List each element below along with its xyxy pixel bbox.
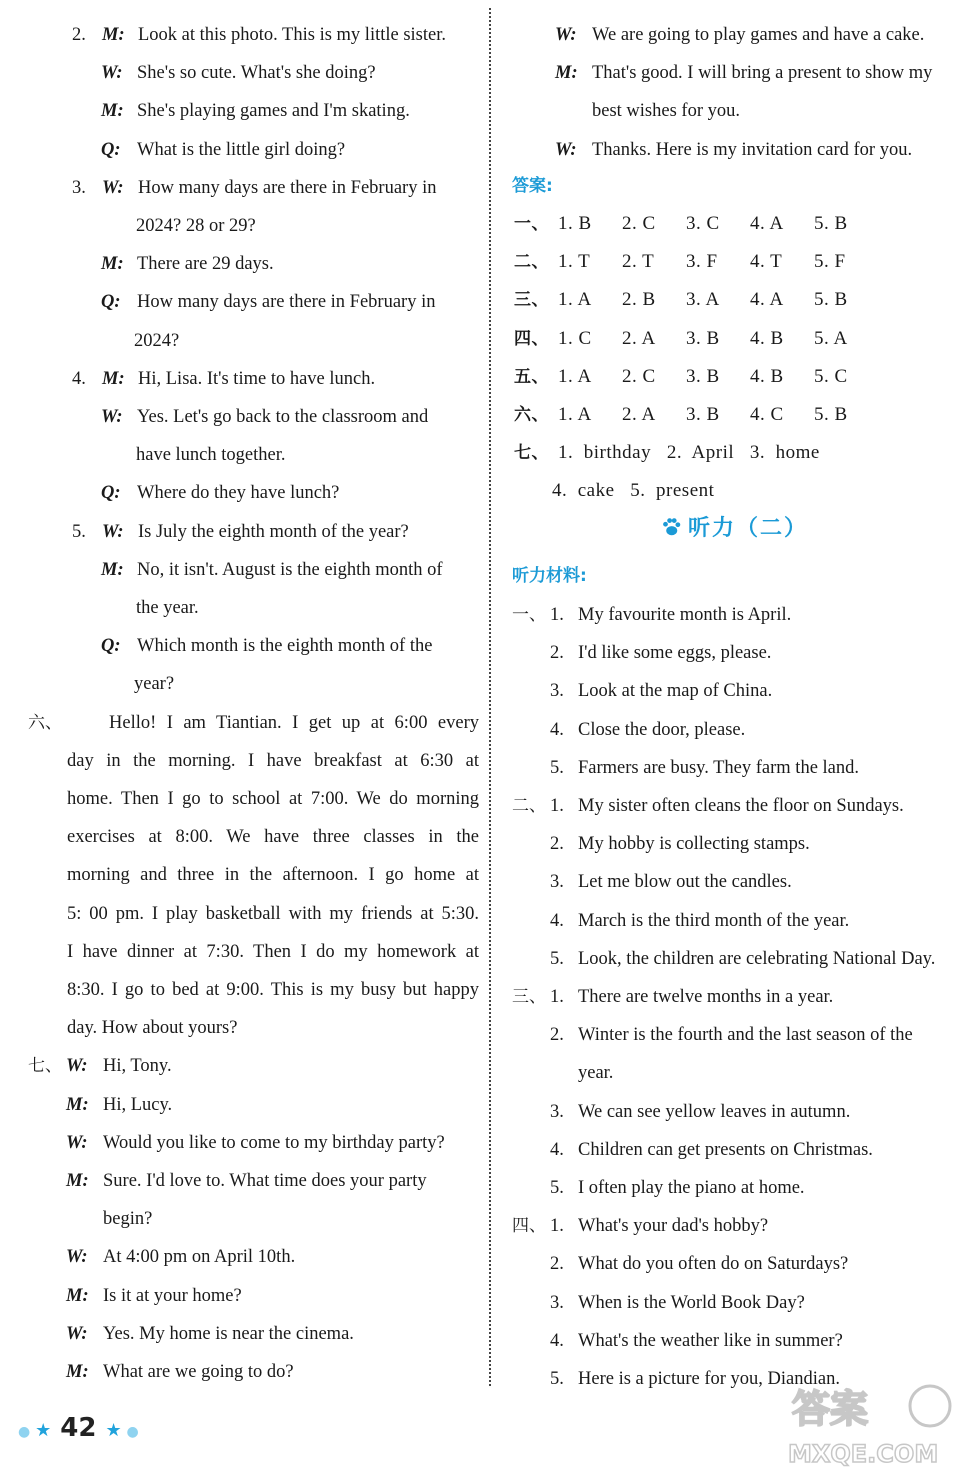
material-line [550,1016,913,1054]
item-number: 4. [550,910,564,931]
line-text: We can see yellow leaves in autumn. [578,1101,851,1122]
dialog-mark: 七、 [28,1056,62,1077]
answer-row [514,243,878,281]
line-text: Close the door, please. [578,719,746,740]
item-number: 2. [550,834,564,855]
line-text: Children can get presents on Christmas. [578,1139,873,1160]
line-text: the year. [136,598,199,618]
passage-line: I have dinner at 7:30. Then I do my homework at [67,941,479,962]
passage-line: exercises at 8:00. We have three classes in the [67,827,479,848]
item-number: 2. [550,643,564,664]
item-number: 1. [550,987,564,1007]
speaker-label: W: [66,1132,88,1153]
answer-row [514,205,878,243]
line-text: year? [134,674,175,695]
section-title-text: 听力（二） [688,516,809,541]
section-title [660,509,808,549]
material-line [512,1207,769,1245]
line-text: What is the little girl doing? [137,139,346,160]
item-number: 4. [72,368,86,389]
answer-item: 1. A [558,289,592,311]
dialog-line [66,1315,354,1353]
speaker-label: M: [555,63,578,84]
dot-icon: ● [121,1424,139,1440]
item-number: 3. [550,1101,564,1122]
line-text: Is it at your home? [103,1285,242,1306]
passage-mark: 六、 [28,712,62,733]
material-line [550,902,849,940]
line-text: Yes. My home is near the cinema. [103,1323,354,1344]
item-number: 3. [72,177,86,198]
answer-row-key: 一、 [514,214,549,234]
item-number: 5. [550,757,564,778]
item-number: 2. [550,1025,564,1046]
answer-item: 1. B [558,213,592,234]
item-number: 4. [550,1139,564,1160]
line-text: Would you like to come to my birthday party? [103,1132,445,1153]
line-text: I often play the piano at home. [578,1178,805,1198]
passage-line: 8:30. I go to bed at 9:00. This is my busy but happy [67,980,479,1000]
star-icon: ★ [105,1420,122,1441]
item-number: 5. [72,521,86,542]
speaker-label: Q: [101,292,121,313]
line-text: She's so cute. What's she doing? [137,63,376,84]
dialog-line [101,398,428,436]
line-text: My favourite month is April. [578,605,792,625]
line-text: have lunch together. [136,445,286,466]
speaker-label: Q: [101,139,121,160]
item-number: 3. [550,681,564,702]
answer-item: 3. B [686,365,720,387]
answer-row-key: 七、 [514,443,549,464]
line-text: Look at the map of China. [578,681,773,702]
line-text: I'd like some eggs, please. [578,643,772,664]
answer-text: 1. birthday 2. April 3. home [558,442,820,464]
line-text: March is the third month of the year. [578,910,850,931]
speaker-label: M: [66,1285,89,1306]
dialog-line [136,589,199,627]
dialog-line [66,1353,294,1391]
item-number: 2. [550,1254,564,1275]
answer-row-key: 三、 [514,290,549,311]
material-line [550,863,792,901]
material-line [550,1131,873,1169]
answer-item: 1. T [558,251,591,273]
line-text: How many days are there in February in [137,292,436,313]
material-line [550,1322,843,1360]
dialog-line [103,1200,152,1238]
answer-item: 1. A [558,365,592,387]
speaker-label: W: [101,407,123,427]
dialog-line [101,551,443,589]
dialog-line [101,92,410,130]
speaker-label: M: [66,1362,89,1382]
material-line [512,787,904,825]
dialog-line [134,322,179,360]
answer-item: 2. A [622,327,656,349]
material-line [550,634,771,672]
answer-item: 2. C [622,365,656,387]
answer-item: 5. B [814,404,848,425]
line-text: Yes. Let's go back to the classroom and [137,407,429,427]
dialog-line [555,16,924,54]
speaker-label: M: [66,1171,89,1191]
line-text: What's your dad's hobby? [578,1216,769,1237]
speaker-label: W: [66,1056,88,1077]
line-text: Sure. I'd love to. What time does your party [103,1171,427,1191]
line-text: 2024? 28 or 29? [136,216,256,236]
answer-item: 3. B [686,404,720,425]
passage-line: day in the morning. I have breakfast at 6:30 at [67,750,479,771]
speaker-label: W: [555,139,577,160]
dialog-line [66,1238,295,1276]
page-number [18,1408,139,1448]
line-text: What's the weather like in summer? [578,1330,843,1351]
line-text: How many days are there in February in [138,177,437,198]
answer-row-key: 四、 [514,328,549,349]
line-text: At 4:00 pm on April 10th. [103,1247,296,1268]
answers-heading: 答案: [512,176,553,196]
line-text: Let me blow out the candles. [578,872,792,893]
watermark-top: 答案 [792,1387,869,1431]
answer-item: 3. C [686,213,720,234]
line-text: She's playing games and I'm skating. [137,101,410,122]
answer-item: 3. A [686,289,720,311]
material-key: 二、 [512,796,546,816]
dialog-line [101,627,432,665]
line-text: There are 29 days. [137,254,274,275]
line-text: We are going to play games and have a cake. [592,25,925,45]
speaker-label: M: [102,368,125,389]
item-number: 1. [550,1216,564,1237]
speaker-label: W: [66,1323,88,1344]
line-text: 2024? [134,330,180,351]
line-text: Thanks. Here is my invitation card for you. [592,139,913,160]
line-text: Farmers are busy. They farm the land. [578,757,860,778]
dialog-line [555,54,932,92]
speaker-label: Q: [101,636,121,657]
dialog-line [72,513,409,551]
dialog-line [66,1277,242,1315]
line-text: Winter is the fourth and the last season of the [578,1025,913,1046]
dialog-line [101,131,345,169]
watermark-bottom: MXQE.COM [788,1440,939,1468]
dialog-line [66,1162,427,1200]
item-number: 3. [550,872,564,893]
speaker-label: W: [102,521,124,542]
material-line [550,825,810,863]
passage-line: day. How about yours? [67,1018,238,1039]
answer-row-key: 五、 [514,366,549,387]
material-line [512,978,834,1016]
item-number: 5. [550,1178,564,1198]
answer-item: 3. B [686,327,720,349]
line-text: begin? [103,1209,153,1230]
star-icon: ★ [35,1420,52,1441]
paw-icon [660,516,682,538]
material-heading: 听力材料: [512,566,587,586]
material-line [550,1169,805,1207]
item-number: 1. [550,796,564,816]
dialog-line [136,207,256,245]
material-key: 四、 [512,1216,546,1237]
answer-text: 4. cake 5. present [552,480,715,502]
answer-row [514,320,878,358]
speaker-label: M: [101,559,124,580]
watermark-logo [780,1380,960,1470]
material-line [550,711,745,749]
answer-item: 4. C [750,404,784,425]
material-line [512,596,792,634]
answer-item: 5. F [814,251,846,273]
speaker-label: W: [555,25,577,45]
answer-row-key: 六、 [514,405,549,425]
answer-row [514,281,878,319]
material-line [578,1054,613,1092]
answer-item: 4. T [750,251,783,273]
item-number: 5. [550,948,564,969]
dot-icon: ● [18,1424,36,1440]
line-text: year. [578,1063,614,1084]
answer-row [514,434,820,472]
passage-line: morning and three in the afternoon. I go home at [67,865,479,886]
speaker-label: M: [102,25,125,45]
speaker-label: M: [101,101,124,122]
answer-item: 2. C [622,213,656,234]
dialog-line [136,436,286,474]
answer-row [514,358,878,396]
material-line [550,1284,805,1322]
answer-item: 5. C [814,365,848,387]
answer-item: 1. C [558,327,592,349]
page-number-text: 42 [60,1413,97,1443]
dialog-line [66,1086,172,1124]
passage-line: Hello! I am Tiantian. I get up at 6:00 every [109,712,479,733]
dialog-line [101,283,435,321]
dialog-line [101,54,376,92]
line-text: Which month is the eighth month of the [137,636,433,657]
line-text: Hi, Lucy. [103,1094,173,1115]
material-line [550,940,935,978]
line-text: What are we going to do? [103,1362,294,1382]
material-line [550,1245,848,1283]
material-key: 三、 [512,987,546,1007]
line-text: Look at this photo. This is my little sister. [138,25,446,45]
answer-item: 4. B [750,365,784,387]
material-line [550,672,772,710]
item-number: 2. [72,25,86,45]
answer-item: 2. B [622,289,656,311]
dialog-line [101,474,339,512]
line-text: Is July the eighth month of the year? [138,521,409,542]
line-text: Hi, Tony. [103,1056,172,1077]
dialog-line [66,1047,172,1085]
speaker-label: W: [102,177,124,198]
dialog-line [72,169,436,207]
line-text: Hi, Lisa. It's time to have lunch. [138,368,376,389]
line-text: My hobby is collecting stamps. [578,834,810,855]
speaker-label: Q: [101,483,121,504]
line-text: Where do they have lunch? [137,483,340,504]
item-number: 5. [550,1369,564,1389]
line-text: Look, the children are celebrating National Day. [578,948,936,969]
answer-item: 5. B [814,213,848,234]
line-text: There are twelve months in a year. [578,987,834,1007]
dialog-line [72,16,446,54]
answer-row-key: 二、 [514,252,549,273]
speaker-label: W: [101,63,123,84]
column-divider [489,8,491,1386]
answer-item: 4. A [750,213,784,234]
material-key: 一、 [512,605,546,625]
line-text: Here is a picture for you, Diandian. [578,1369,840,1389]
item-number: 3. [550,1292,564,1313]
answer-item: 5. A [814,327,848,349]
answer-item: 2. T [622,251,655,273]
line-text: That's good. I will bring a present to show my [592,63,933,84]
dialog-line [134,665,174,703]
material-line [550,1093,850,1131]
dialog-line [555,131,912,169]
item-number: 4. [550,719,564,740]
speaker-label: M: [66,1094,89,1115]
passage-line: 5: 00 pm. I play basketball with my friends at 5:30. [67,903,479,924]
line-text: My sister often cleans the floor on Sundays. [578,796,904,816]
answer-item: 1. A [558,404,592,425]
speaker-label: W: [66,1247,88,1268]
speaker-label: M: [101,254,124,275]
answer-item: 4. A [750,289,784,311]
dialog-line [592,92,740,130]
material-line [550,749,859,787]
passage-line: home. Then I go to school at 7:00. We do morning [67,789,479,809]
dialog-line [72,360,375,398]
line-text: What do you often do on Saturdays? [578,1254,849,1275]
line-text: When is the World Book Day? [578,1292,805,1313]
answer-item: 5. B [814,289,848,311]
answer-item: 2. A [622,404,656,425]
dialog-line [66,1124,445,1162]
answer-item: 4. B [750,327,784,349]
line-text: best wishes for you. [592,101,740,122]
answer-item: 3. F [686,251,718,273]
item-number: 1. [550,605,564,625]
item-number: 4. [550,1330,564,1351]
dialog-line [101,245,274,283]
answer-row [514,396,878,434]
line-text: No, it isn't. August is the eighth month of [137,559,443,580]
